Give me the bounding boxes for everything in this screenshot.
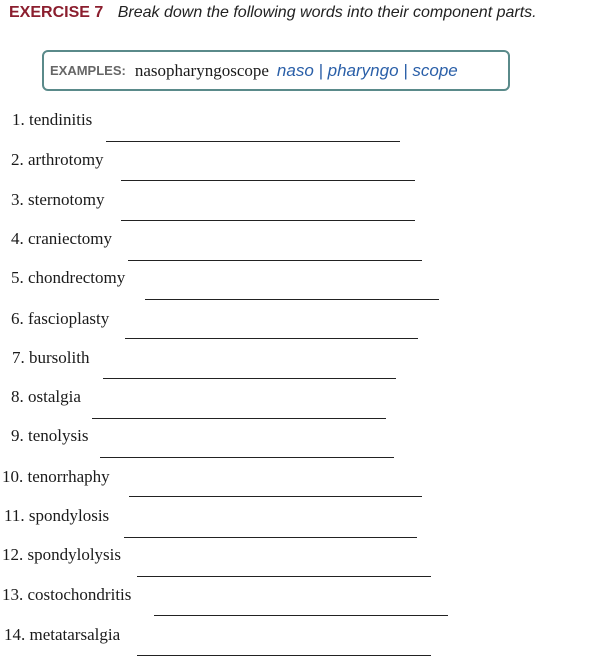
answer-line-2[interactable]	[121, 180, 415, 181]
exercise-item-2: 2. arthrotomy	[11, 150, 104, 169]
example-parts: naso | pharyngo | scope	[276, 60, 458, 80]
examples-label: EXAMPLES:	[50, 63, 126, 78]
exercise-item-3: 3. sternotomy	[11, 190, 105, 209]
example-word: nasopharyngoscope	[134, 60, 269, 80]
exercise-item-13: 13. costochondritis	[2, 585, 132, 604]
answer-line-1[interactable]	[106, 141, 400, 142]
exercise-item-8: 8. ostalgia	[11, 387, 81, 406]
answer-line-3[interactable]	[121, 220, 415, 221]
answer-line-11[interactable]	[124, 537, 417, 538]
exercise-header	[9, 4, 537, 22]
answer-line-7[interactable]	[103, 378, 396, 379]
exercise-item-10: 10. tenorrhaphy	[2, 467, 110, 486]
exercise-item-14: 14. metatarsalgia	[4, 625, 121, 644]
answer-line-6[interactable]	[125, 338, 418, 339]
exercise-item-12: 12. spondylolysis	[2, 545, 122, 564]
answer-line-4[interactable]	[128, 260, 422, 261]
exercise-label: EXERCISE 7	[9, 4, 104, 21]
exercise-item-4: 4. craniectomy	[11, 229, 113, 248]
exercise-item-1: 1. tendinitis	[12, 110, 93, 129]
answer-line-12[interactable]	[137, 576, 431, 577]
exercise-item-7: 7. bursolith	[12, 348, 90, 367]
answer-line-13[interactable]	[154, 615, 448, 616]
examples-box	[42, 50, 510, 91]
exercise-item-5: 5. chondrectomy	[11, 268, 126, 287]
exercise-item-11: 11. spondylosis	[4, 506, 110, 525]
answer-line-10[interactable]	[129, 496, 422, 497]
answer-line-8[interactable]	[92, 418, 386, 419]
answer-line-9[interactable]	[100, 457, 394, 458]
answer-line-14[interactable]	[137, 655, 431, 656]
exercise-item-9: 9. tenolysis	[11, 426, 89, 445]
exercise-instruction: Break down the following words into their component parts.	[117, 4, 537, 21]
exercise-item-6: 6. fascioplasty	[11, 309, 110, 328]
answer-line-5[interactable]	[145, 299, 439, 300]
